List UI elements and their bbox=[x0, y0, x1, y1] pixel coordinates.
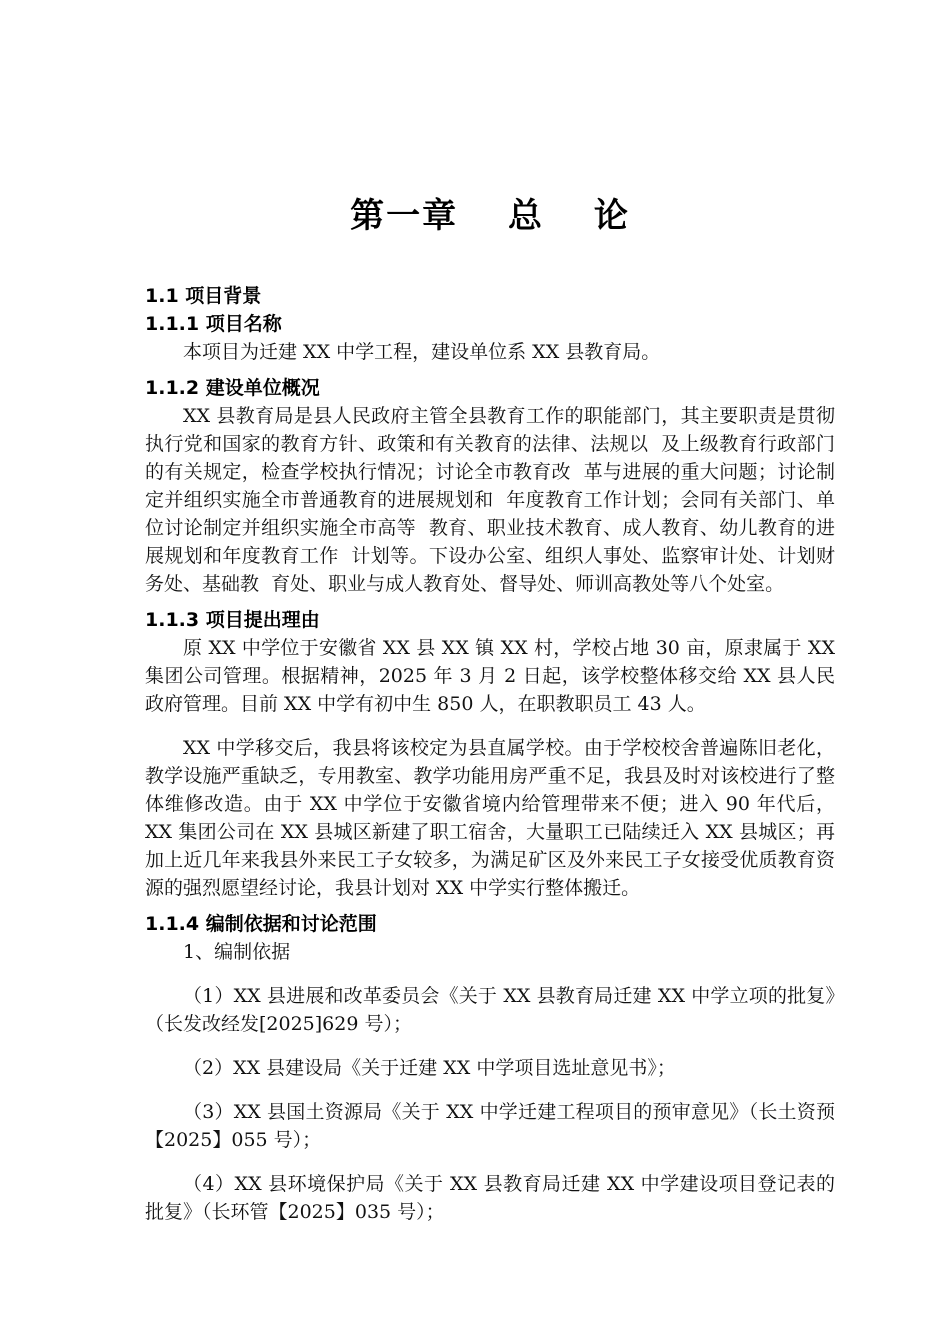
paragraph-basis-intro: 1、编制依据 bbox=[183, 941, 291, 963]
paragraph-project-name: 本项目为迁建 XX 中学工程，建设单位系 XX 县教育局。 bbox=[183, 341, 661, 363]
list-item-basis-1: （1）XX 县进展和改革委员会《关于 XX 县教育局迁建 XX 中学立项的批复》（长发改经发[2025]629 号）； bbox=[145, 985, 835, 1035]
document-body bbox=[145, 282, 842, 1226]
paragraph-reason-2: XX 中学移交后，我县将该校定为县直属学校。由于学校校舍普遍陈旧老化，教学设施严重缺乏，专用教室、教学功能用房严重不足，我县及时对该校进行了整体维修改造。由于 XX 中学位于安徽省境内给管理带来不便；进入 90 年代后，XX 集团公司在 XX 县城区新建了职工宿舍，大量职工已陆续迁入 XX 县城区；再加上近几年来我县外来民工子女较多，为满足矿区及外来民工子女接受优质教育资源的强烈愿望经讨论，我县计划对 XX 中学实行整体搬迁。 bbox=[145, 737, 835, 899]
section-heading-1-1-4: 1.1.4 编制依据和讨论范围 bbox=[145, 913, 377, 935]
section-heading-1-1-3: 1.1.3 项目提出理由 bbox=[145, 609, 320, 631]
paragraph-unit-overview: XX 县教育局是县人民政府主管全县教育工作的职能部门，其主要职责是贯彻执行党和国家的教育方针、政策和有关教育的法律、法规以 及上级教育行政部门的有关规定，检查学校执行情况；讨论全市教育改 革与进展的重大问题；讨论制定并组织实施全市普通教育的进展规划和 年度教育工作计划；会同有关部门、单位讨论制定并组织实施全市高等 教育、职业技术教育、成人教育、幼儿教育的进展规划和年度教育工作 计划等。下设办公室、组织人事处、监察审计处、计划财务处、基础教 育处、职业与成人教育处、督导处、师训高教处等八个处室。 bbox=[145, 405, 835, 595]
section-heading-1-1-1: 1.1.1 项目名称 bbox=[145, 313, 282, 335]
chapter-title: 第一章 总 论 bbox=[350, 196, 630, 236]
list-item-basis-4: （4）XX 县环境保护局《关于 XX 县教育局迁建 XX 中学建设项目登记表的批复》（长环管【2025】035 号）； bbox=[145, 1173, 835, 1223]
section-heading-1-1-2: 1.1.2 建设单位概况 bbox=[145, 377, 320, 399]
list-item-basis-2: （2）XX 县建设局《关于迁建 XX 中学项目选址意见书》； bbox=[183, 1057, 676, 1079]
section-heading-1-1: 1.1 项目背景 bbox=[145, 285, 262, 307]
paragraph-reason-1: 原 XX 中学位于安徽省 XX 县 XX 镇 XX 村，学校占地 30 亩，原隶属于 XX 集团公司管理。根据精神，2025 年 3 月 2 日起，该学校整体移交给 XX 县人民政府管理。目前 XX 中学有初中生 850 人，在职教职员工 43 人。 bbox=[145, 637, 842, 715]
list-item-basis-3: （3）XX 县国土资源局《关于 XX 中学迁建工程项目的预审意见》（长土资预【2025】055 号）； bbox=[145, 1101, 835, 1151]
